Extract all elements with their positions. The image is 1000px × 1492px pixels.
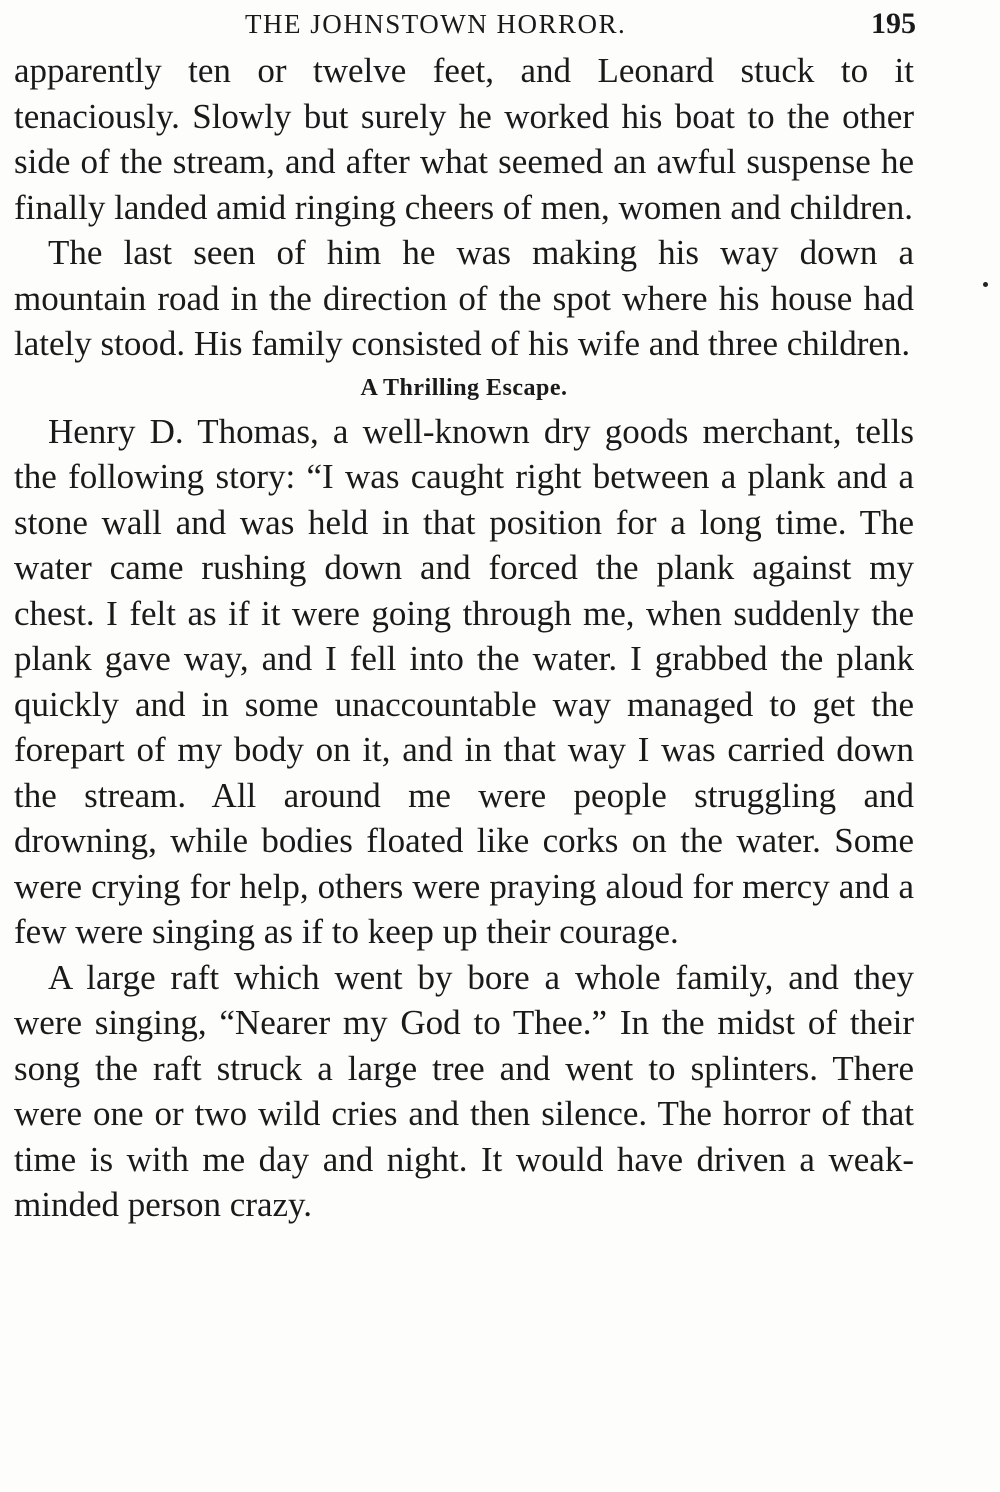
paragraph: A large raft which went by bore a whole family, and they were singing, “Nearer my God to Thee.” In the midst of their song the raft struck a large tree and went to splinters. There were one or two wild cries and then silence. The horror of that time is with me day and night. It would have driven a weak-minded person crazy. — [14, 957, 914, 1224]
body-text — [14, 48, 914, 1228]
section-heading: A Thrilling Escape. — [360, 374, 568, 401]
running-title: THE JOHNSTOWN HORROR. — [245, 9, 627, 39]
paragraph: Henry D. Thomas, a well-known dry goods merchant, tells the following story: “I was caught right between a plank and a stone wall and was held in that position for a long time. The water came rushing down and forced the plank against my chest. I felt as if it were going through me, when suddenly the plank gave way, and I fell into the water. I grabbed the plank quickly and in some unaccountable way managed to get the forepart of my body on it, and in that way I was carried down the stream. All around me were people struggling and drowning, while bodies floated like corks on the water. Some were crying for help, others were praying aloud for mercy and a few were singing as if to keep up their courage. — [14, 411, 914, 951]
paragraph-continuation: apparently ten or twelve feet, and Leonard stuck to it tenaciously. Slowly but surely he worked his boat to the other side of the stream, and after what seemed an awful suspense he finally landed amid ringing cheers of men, women and children. — [14, 51, 914, 227]
page-number: 195 — [871, 7, 916, 40]
paragraph: The last seen of him he was making his way down a mountain road in the direction of the spot where his house had lately stood. His family consisted of his wife and three children. — [14, 233, 914, 363]
running-header — [0, 4, 1000, 44]
margin-speck — [983, 282, 988, 287]
